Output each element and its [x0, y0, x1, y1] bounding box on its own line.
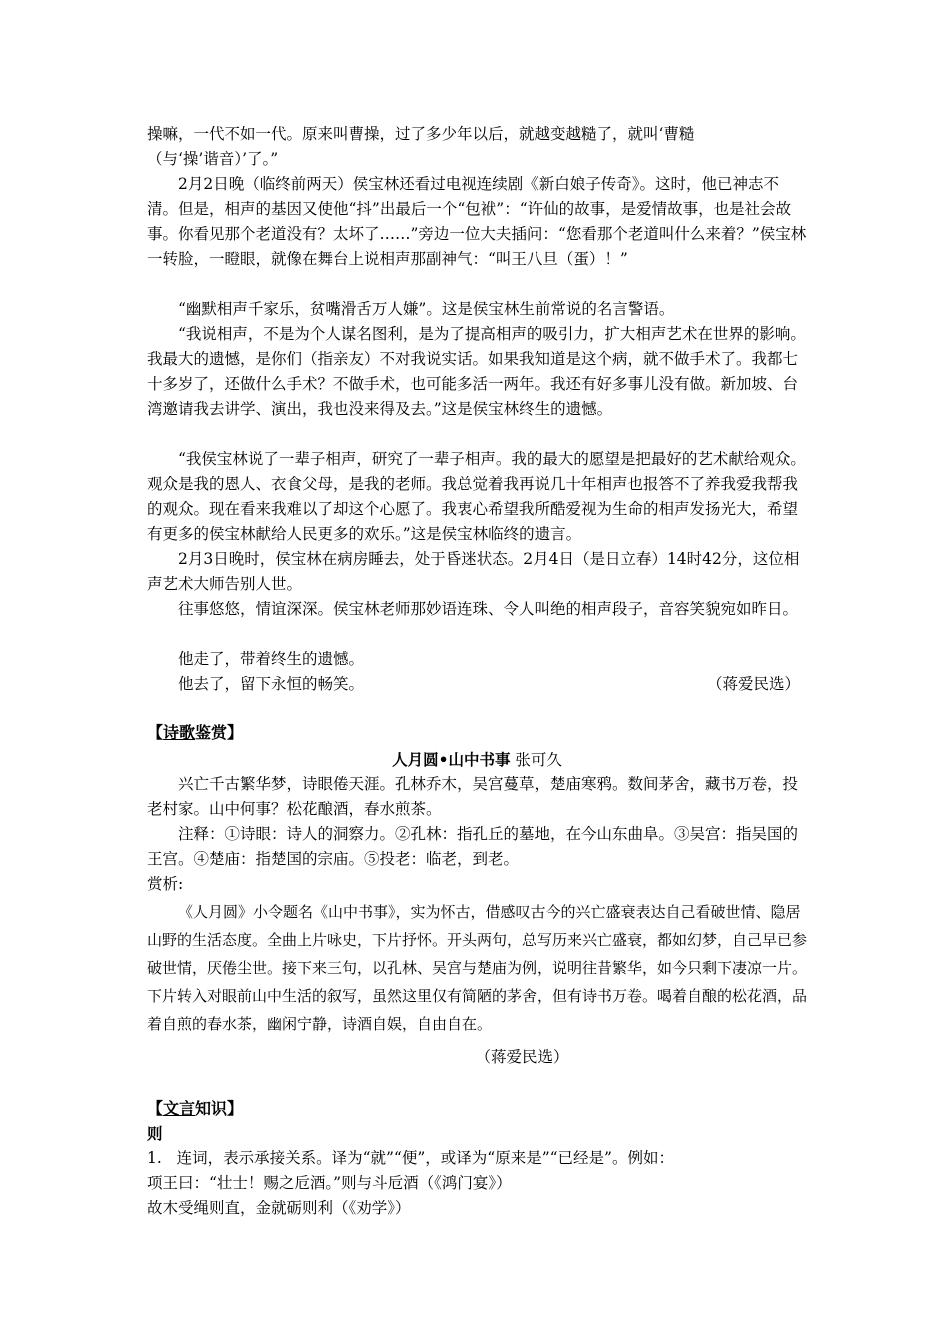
appreciation-label: 赏析:: [147, 875, 184, 893]
credit: （蒋爱民选）: [475, 1048, 569, 1066]
keyword: 则: [147, 1124, 163, 1143]
heading-underlined: 诗歌: [163, 723, 196, 742]
poem-author: 张可久: [515, 751, 562, 769]
poem-title: 人月圆•山中书事: [392, 750, 511, 769]
heading-underlined: 文言: [163, 1099, 196, 1118]
paragraph: “幽默相声千家乐，贫嘴滑舌万人嫌”。这是侯宝林生前常说的名言警语。: [178, 300, 675, 318]
paragraph: 2月3日晚时，侯宝林在病房睡去，处于昏迷状态。2月4日（是日立春）14时42分，这位相声艺术大师告别人世。: [147, 550, 800, 593]
poem-text: 兴亡千古繁华梦，诗眼倦天涯。孔林乔木，吴宫蔓草，楚庙寒鸦。数间茅舍，藏书万卷，投老村家。山中何事？松花酿酒，春水煎茶。: [147, 775, 799, 818]
section-heading-poetry: [147, 722, 243, 744]
bracket: 【: [147, 723, 164, 742]
example: 项王曰：“壮士！赐之卮酒。”则与斗卮酒（《鸿门宴》）: [147, 1174, 512, 1192]
section-heading-classical: [147, 1098, 243, 1120]
paragraph-with-credit: [147, 672, 807, 697]
heading-text: 知识: [195, 1099, 228, 1118]
bracket: 【: [147, 1099, 164, 1118]
paragraph-text: 他去了，留下永恒的畅笑。: [178, 675, 365, 693]
heading-text: 鉴赏: [195, 723, 228, 742]
bracket: 】: [227, 1099, 244, 1118]
line: （与‘操’谐音）’了。”: [147, 150, 279, 168]
poem-title-line: [147, 747, 807, 773]
paragraph: “我侯宝林说了一辈子相声，研究了一辈子相声。我的最大的愿望是把最好的艺术献给观众。观众是我的恩人、衣食父母，是我的老师。我总觉着我再说几十年相声也报答不了养我爱我帮我的观众。现在看来我难以了却这个心愿了。我衷心希望我所酷爱视为生命的相声发扬光大，希望有更多的侯宝林献给人民更多的欢乐。”这是侯宝林临终的遗言。: [147, 450, 806, 543]
paragraph: 往事悠悠，情谊深深。侯宝林老师那妙语连珠、令人叫绝的相声段子，音容笑貌宛如昨日。: [178, 600, 799, 618]
paragraph-continuation: [147, 122, 807, 172]
paragraph: 他走了，带着终生的遗憾。: [178, 650, 365, 668]
example: 故木受绳则直，金就砺则利（《劝学》）: [147, 1199, 411, 1217]
list-item: 1. 连词，表示承接关系。译为“就”“便”，或译为“原来是”“已经是”。例如：: [147, 1149, 674, 1167]
bracket: 】: [227, 723, 244, 742]
paragraph: 2月2日晚（临终前两天）侯宝林还看过电视连续剧《新白娘子传奇》。这时，他已神志不清。但是，相声的基因又使他“抖”出最后一个“包袱”：“许仙的故事，是爱情故事，也是社会故事。你看见那个老道没有？太坏了……”旁边一位大夫插问：“您看那个老道叫什么来着？”侯宝林一转脸，一瞪眼，就像在舞台上说相声那副神气：“叫王八旦（蛋）！”: [147, 175, 807, 268]
line: 操嘛，一代不如一代。原来叫曹操，过了多少年以后，就越变越糙了，就叫‘曹糙: [147, 125, 695, 143]
appreciation-text: 《人月圆》小令题名《山中书事》，实为怀古，借感叹古今的兴亡盛衰表达自己看破世情、隐居山野的生活态度。全曲上片咏史，下片抒怀。开头两句，总写历来兴亡盛衰，都如幻梦，自己早已参破世情，厌倦尘世。接下来三句，以孔林、吴宫与楚庙为例，说明往昔繁华，如今只剩下凄凉一片。下片转入对眼前山中生活的叙写，虽然这里仅有简陋的茅舍，但有诗书万卷。喝着自酿的松花酒，品着自煎的春水茶，幽闲宁静，诗酒自娱，自由自在。: [147, 903, 808, 1033]
poem-notes: 注释：①诗眼：诗人的洞察力。②孔林：指孔丘的墓地，在今山东曲阜。③吴宫：指吴国的王宫。④楚庙：指楚国的宗庙。⑤投老：临老，到老。: [147, 825, 799, 868]
credit: （蒋爱民选）: [707, 675, 801, 693]
paragraph: “我说相声，不是为个人谋名图利，是为了提高相声的吸引力，扩大相声艺术在世界的影响。我最大的遗憾，是你们（指亲友）不对我说实话。如果我知道是这个病，就不做手术了。我都七十多岁了，还做什么手术？不做手术，也可能多活一两年。我还有好多事儿没有做。新加坡、台湾邀请我去讲学、演出，我也没来得及去。”这是侯宝林终生的遗憾。: [147, 325, 806, 418]
